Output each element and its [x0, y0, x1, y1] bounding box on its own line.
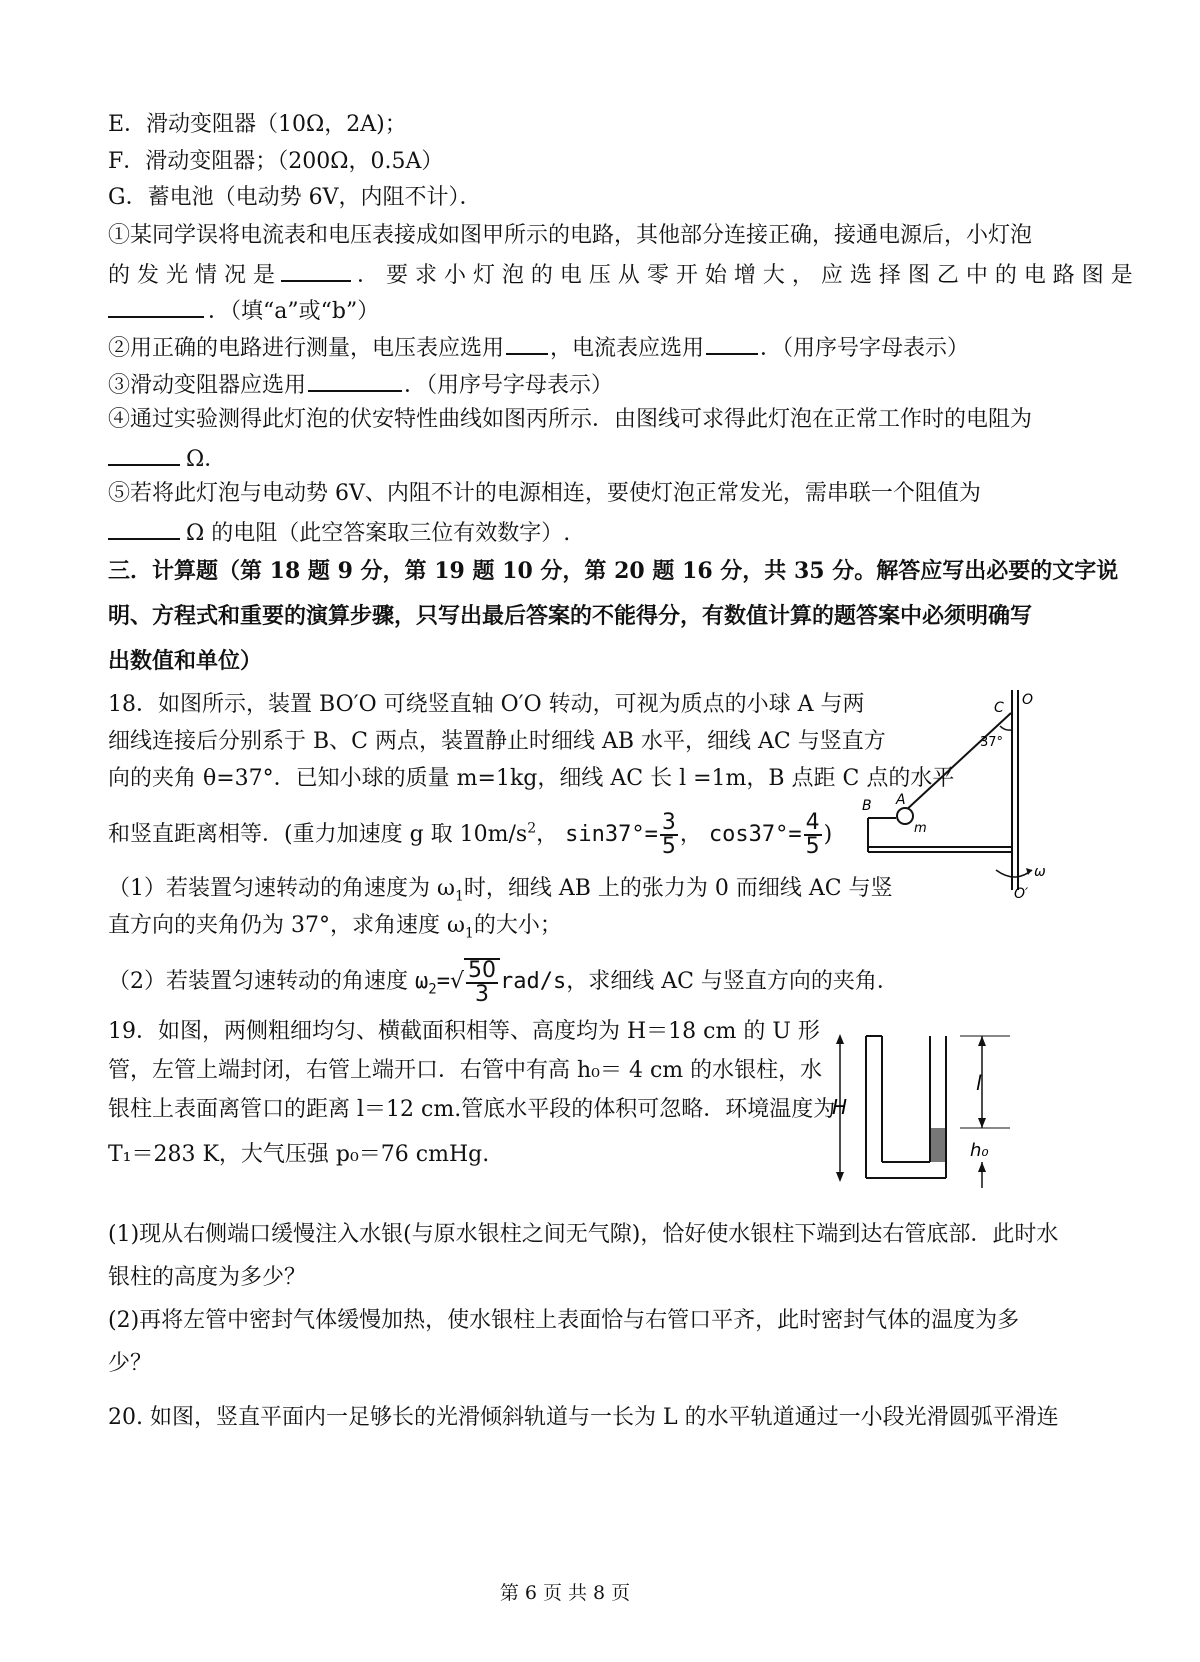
label-o: O	[1022, 692, 1034, 708]
sqrt-sign: √	[449, 969, 464, 994]
label-l: l	[976, 1071, 982, 1095]
fraction-numerator: 50	[467, 958, 496, 983]
equals: =	[644, 822, 658, 847]
answer-blank[interactable]	[108, 442, 180, 466]
cos-label: cos37°	[708, 822, 789, 847]
q18-figure	[860, 680, 1050, 900]
q3-text-a: ③滑动变阻器应选用	[108, 373, 307, 398]
label-c: C	[994, 700, 1004, 716]
option-e: E．滑动变阻器（10Ω，2A)；	[108, 112, 407, 137]
option-f: F．滑动变阻器；（200Ω，0.5A）	[108, 149, 444, 174]
subscript: 1	[454, 888, 464, 905]
q3-text-b: ．（用序号字母表示）	[404, 373, 614, 398]
q1-text-b2: ． 要 求 小 灯 泡 的 电 压 从 零 开 始 增 大 ， 应 选 择 图 乙 中 的 电 路 图 是	[356, 263, 1133, 288]
q18-line-3: 向的夹角 θ=37°．已知小球的质量 m=1kg，细线 AC 长 l =1m，B 点距 C 点的水平	[108, 766, 955, 791]
q18-p2-a: （2）若装置匀速转动的角速度	[108, 969, 408, 994]
q4-text-b: Ω．	[186, 447, 227, 472]
label-h0: h₀	[970, 1140, 989, 1161]
q19-part2-line-1: (2)再将左管中密封气体缓慢加热，使水银柱上表面恰与右管口平齐，此时密封气体的温度为多	[108, 1308, 1020, 1333]
q1-line-a: ①某同学误将电流表和电压表接成如图甲所示的电路，其他部分连接正确，接通电源后，小灯泡	[108, 223, 1033, 248]
q18-p1-d: 的大小；	[473, 913, 562, 938]
section3-heading-3: 出数值和单位）	[108, 648, 263, 674]
ball	[897, 808, 913, 824]
q18-part1-line-2	[108, 911, 562, 948]
arrow-head	[978, 1036, 986, 1046]
answer-blank[interactable]	[108, 516, 180, 540]
q19-figure	[820, 1028, 1020, 1194]
page-footer: 第 6 页 共 8 页	[499, 1582, 631, 1604]
q4-line-b	[108, 442, 226, 475]
q5-text-b: Ω 的电阻（此空答案取三位有效数字）.	[186, 521, 571, 546]
label-omega: ω	[1034, 864, 1046, 880]
q19-line-2: 管，左管上端封闭，右管上端开口．右管中有高 h₀＝ 4 cm 的水银柱，水	[108, 1058, 823, 1083]
q19-part2-line-2: 少？	[108, 1351, 153, 1376]
q3-line	[108, 368, 613, 401]
label-angle: 37°	[980, 735, 1004, 750]
answer-blank[interactable]	[108, 294, 204, 318]
q2-text-c: ．（用序号字母表示）	[760, 336, 970, 361]
q18-p1-a: （1）若装置匀速转动的角速度为 ω	[108, 876, 455, 901]
q19-part1-line-2: 银柱的高度为多少？	[108, 1265, 307, 1290]
label-a: A	[896, 792, 906, 808]
angle-arc	[1000, 726, 1012, 730]
sqrt-radicand	[464, 958, 500, 1006]
option-g: G．蓄电池（电动势 6V，内阻不计）．	[108, 185, 482, 210]
q1-text-c: ．（填“a”或“b”）	[208, 299, 380, 324]
q5-line-b	[108, 516, 570, 549]
subscript: 2	[428, 981, 437, 998]
label-o-prime: O′	[1014, 886, 1029, 900]
answer-blank[interactable]	[308, 368, 402, 392]
arrow-head	[978, 1162, 986, 1172]
q18-part2-line	[108, 958, 899, 1006]
fraction-denominator: 5	[661, 834, 676, 859]
q20-line-1: 20. 如图，竖直平面内一足够长的光滑倾斜轨道与一长为 L 的水平轨道通过一小段光滑圆弧平滑连	[108, 1405, 1059, 1430]
q2-line	[108, 331, 969, 364]
q2-text-b: ，电流表应选用	[550, 336, 705, 361]
fraction-denominator: 3	[474, 982, 489, 1007]
unit-label: rad/s	[499, 969, 567, 994]
q18-text-4a: 和竖直距离相等．(重力加速度 g 取 10m/s	[108, 822, 528, 847]
q18-p1-b: 时，细线 AB 上的张力为 0 而细线 AC 与竖	[463, 876, 893, 901]
answer-blank[interactable]	[706, 331, 758, 355]
q2-text-a: ②用正确的电路进行测量，电压表应选用	[108, 336, 505, 361]
q5-line-a: ⑤若将此灯泡与电动势 6V、内阻不计的电源相连，要使灯泡正常发光，需串联一个阻值为	[108, 481, 981, 506]
sin-fraction	[660, 812, 678, 858]
section3-heading-2: 明、方程式和重要的演算步骤，只写出最后答案的不能得分，有数值计算的题答案中必须明确写	[108, 603, 1033, 629]
answer-blank[interactable]	[506, 331, 548, 355]
fraction-denominator: 5	[805, 834, 820, 859]
q4-line-a: ④通过实验测得此灯泡的伏安特性曲线如图丙所示．由图线可求得此灯泡在正常工作时的电阻为	[108, 407, 1033, 432]
arrow-head	[836, 1034, 844, 1044]
answer-blank[interactable]	[281, 258, 351, 282]
q18-line-4	[108, 812, 832, 858]
q1-line-c	[108, 294, 379, 327]
q18-text-4b: ，	[536, 822, 559, 847]
string-ac	[904, 713, 1011, 812]
q18-part1-line-1	[108, 874, 893, 911]
section3-heading-1: 三．计算题（第 18 题 9 分，第 19 题 10 分，第 20 题 16 分，共 35 分。解答应写出必要的文字说	[108, 558, 1119, 584]
arrow-head	[836, 1172, 844, 1182]
q18-line-1: 18．如图所示，装置 BO′O 可绕竖直轴 O′O 转动，可视为质点的小球 A 与两	[108, 692, 865, 717]
fraction-numerator: 3	[661, 810, 676, 835]
omega-symbol	[415, 969, 450, 998]
subscript: 1	[464, 925, 474, 942]
mercury-column	[931, 1128, 945, 1162]
fraction-numerator: 4	[805, 810, 820, 835]
q18-line-2: 细线连接后分别系于 B、C 两点，装置静止时细线 AB 水平，细线 AC 与竖直方	[108, 729, 886, 754]
sin-label: sin37°	[565, 822, 645, 847]
q1-text-b1: 的 发 光 情 况 是	[108, 263, 275, 288]
arrow-head	[978, 1118, 986, 1128]
label-h: H	[832, 1095, 848, 1119]
sqrt-expression	[450, 958, 500, 1006]
radicand-fraction	[466, 960, 498, 1006]
q18-p2-b: ，求细线 AC 与竖直方向的夹角．	[566, 969, 899, 994]
label-b: B	[862, 798, 872, 814]
equals: =	[436, 969, 450, 994]
cos-fraction	[804, 812, 822, 858]
q19-line-3: 银柱上表面离管口的距离 l＝12 cm.管底水平段的体积可忽略．环境温度为	[108, 1097, 836, 1122]
close-paren: )	[823, 822, 833, 847]
equals: =	[788, 822, 802, 847]
q1-line-b	[108, 258, 1133, 291]
q19-line-4: T₁＝283 K，大气压强 p₀＝76 cmHg.	[108, 1142, 490, 1167]
omega-glyph: ω	[415, 969, 429, 994]
q18-p1-c: 直方向的夹角仍为 37°，求角速度 ω	[108, 913, 465, 938]
rotation-arrow	[996, 870, 1032, 877]
comma: ，	[679, 822, 702, 847]
superscript: 2	[527, 820, 537, 837]
q19-part1-line-1: (1)现从右侧端口缓慢注入水银(与原水银柱之间无气隙)，恰好使水银柱下端到达右管底部．此时水	[108, 1222, 1059, 1247]
q19-line-1: 19．如图，两侧粗细均匀、横截面积相等、高度均为 H＝18 cm 的 U 形	[108, 1019, 820, 1044]
label-m: m	[914, 821, 927, 836]
